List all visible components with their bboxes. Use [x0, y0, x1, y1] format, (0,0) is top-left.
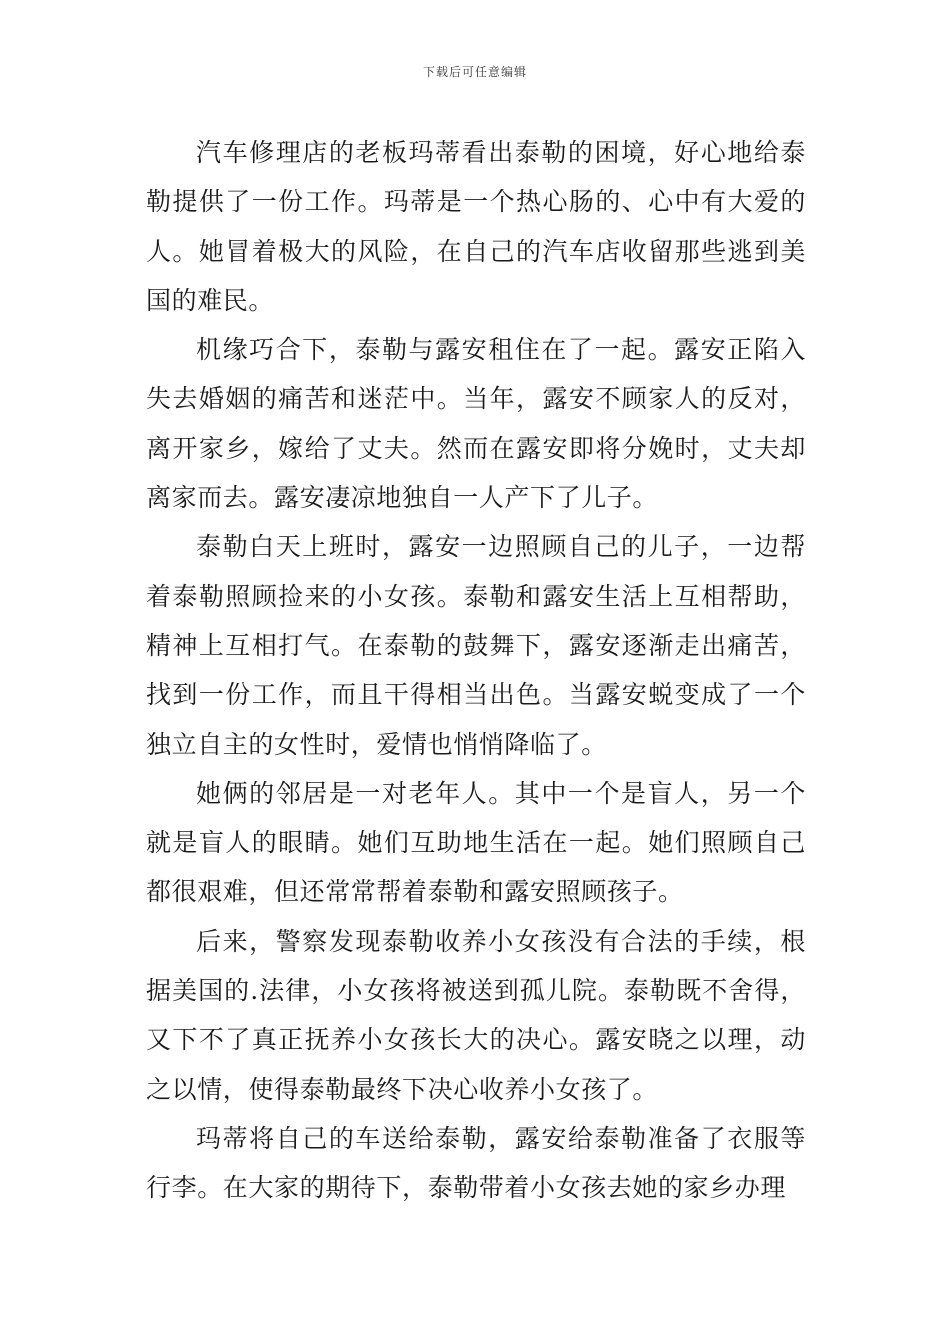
paragraph: 泰勒白天上班时，露安一边照顾自己的儿子，一边帮着泰勒照顾捡来的小女孩。泰勒和露安生活上互相帮助，精神上互相打气。在泰勒的鼓舞下，露安逐渐走出痛苦，找到一份工作，而且干得相当出色。当露安蜕变成了一个独立自主的女性时，爱情也悄悄降临了。: [146, 532, 806, 759]
paragraph: 玛蒂将自己的车送给泰勒，露安给泰勒准备了衣服等行李。在大家的期待下，泰勒带着小女孩去她的家乡办理: [146, 1123, 806, 1203]
paragraph: 后来，警察发现泰勒收养小女孩没有合法的手续，根据美国的.法律，小女孩将被送到孤儿院。泰勒既不舍得，又下不了真正抚养小女孩长大的决心。露安晓之以理，动之以情，使得泰勒最终下决心收养小女孩了。: [146, 926, 806, 1104]
paragraph: 机缘巧合下，泰勒与露安租住在了一起。露安正陷入失去婚姻的痛苦和迷茫中。当年，露安不顾家人的反对，离开家乡，嫁给了丈夫。然而在露安即将分娩时，丈夫却离家而去。露安凄凉地独自一人产下了儿子。: [146, 335, 806, 513]
page-header: 下载后可任意编辑: [422, 65, 527, 79]
document-body: [146, 128, 806, 1213]
paragraph: 她俩的邻居是一对老年人。其中一个是盲人，另一个就是盲人的眼睛。她们互助地生活在一起。她们照顾自己都很艰难，但还常常帮着泰勒和露安照顾孩子。: [146, 778, 806, 907]
paragraph: 汽车修理店的老板玛蒂看出泰勒的困境，好心地给泰勒提供了一份工作。玛蒂是一个热心肠的、心中有大爱的人。她冒着极大的风险，在自己的汽车店收留那些逃到美国的难民。: [146, 138, 806, 315]
